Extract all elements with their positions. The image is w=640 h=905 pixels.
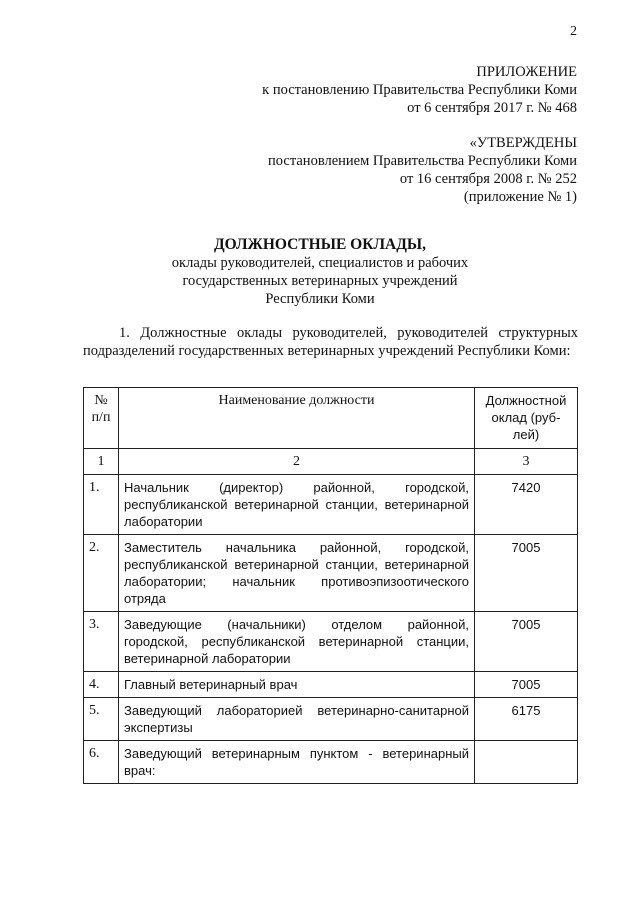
row-position: Заведующие (начальники) отделом районной, городской, республиканской ветеринарной станции, ветеринарной лаборатории (119, 612, 475, 672)
row-salary: 7005 (475, 612, 578, 672)
title-line-2: оклады руководителей, специалистов и рабочих (171, 255, 469, 271)
row-position: Заведующий ветеринарным пунктом - ветеринарный врач: (119, 741, 475, 784)
approved-appendix: (приложение № 1) (463, 189, 577, 205)
title-line-4: Республики Коми (265, 291, 375, 307)
row-salary (475, 741, 578, 784)
column-number-row (84, 449, 578, 475)
row-number: 3. (84, 612, 119, 672)
column-number-3: 3 (475, 449, 578, 475)
document-title (0, 236, 640, 308)
annex-header (262, 63, 577, 117)
salary-table (83, 387, 578, 784)
row-salary: 7420 (475, 475, 578, 535)
row-salary: 7005 (475, 535, 578, 612)
row-position: Начальник (директор) районной, городской, республиканской ветеринарной станции, ветеринарной лаборатории (119, 475, 475, 535)
row-position: Заместитель начальника районной, городской, республиканской ветеринарной станции, ветеринарной лаборатории; начальник противоэпизоотического отряда (119, 535, 475, 612)
intro-paragraph: 1. Должностные оклады руководителей, руководителей структурных подразделений государственных ветеринарных учреждений Республики Коми: (83, 325, 578, 359)
title-main: ДОЛЖНОСТНЫЕ ОКЛАДЫ, (214, 236, 426, 253)
annex-reference: к постановлению Правительства Республики Коми (262, 82, 577, 98)
row-position: Главный ветеринарный врач (119, 672, 475, 698)
row-position: Заведующий лабораторией ветеринарно-санитарной экспертизы (119, 698, 475, 741)
column-number-1: 1 (84, 449, 119, 475)
annex-title: ПРИЛОЖЕНИЕ (476, 64, 577, 80)
table-row (84, 698, 578, 741)
row-number: 5. (84, 698, 119, 741)
row-number: 6. (84, 741, 119, 784)
row-number: 1. (84, 475, 119, 535)
row-number: 2. (84, 535, 119, 612)
table-row (84, 672, 578, 698)
approved-title: «УТВЕРЖДЕНЫ (469, 135, 577, 151)
row-salary: 6175 (475, 698, 578, 741)
header-number: № п/п (84, 388, 119, 449)
table-row (84, 741, 578, 784)
page-number: 2 (570, 24, 577, 39)
annex-date: от 6 сентября 2017 г. № 468 (407, 100, 577, 116)
table-header-row (84, 388, 578, 449)
title-line-3: государственных ветеринарных учреждений (182, 273, 458, 289)
approved-date: от 16 сентября 2008 г. № 252 (399, 171, 577, 187)
header-salary: Должностной оклад (руб-лей) (475, 388, 578, 449)
header-position: Наименование должности (119, 388, 475, 449)
table-row (84, 535, 578, 612)
column-number-2: 2 (119, 449, 475, 475)
row-number: 4. (84, 672, 119, 698)
approved-reference: постановлением Правительства Республики Коми (268, 153, 577, 169)
table-row (84, 612, 578, 672)
approved-header (268, 134, 577, 206)
row-salary: 7005 (475, 672, 578, 698)
table-row (84, 475, 578, 535)
